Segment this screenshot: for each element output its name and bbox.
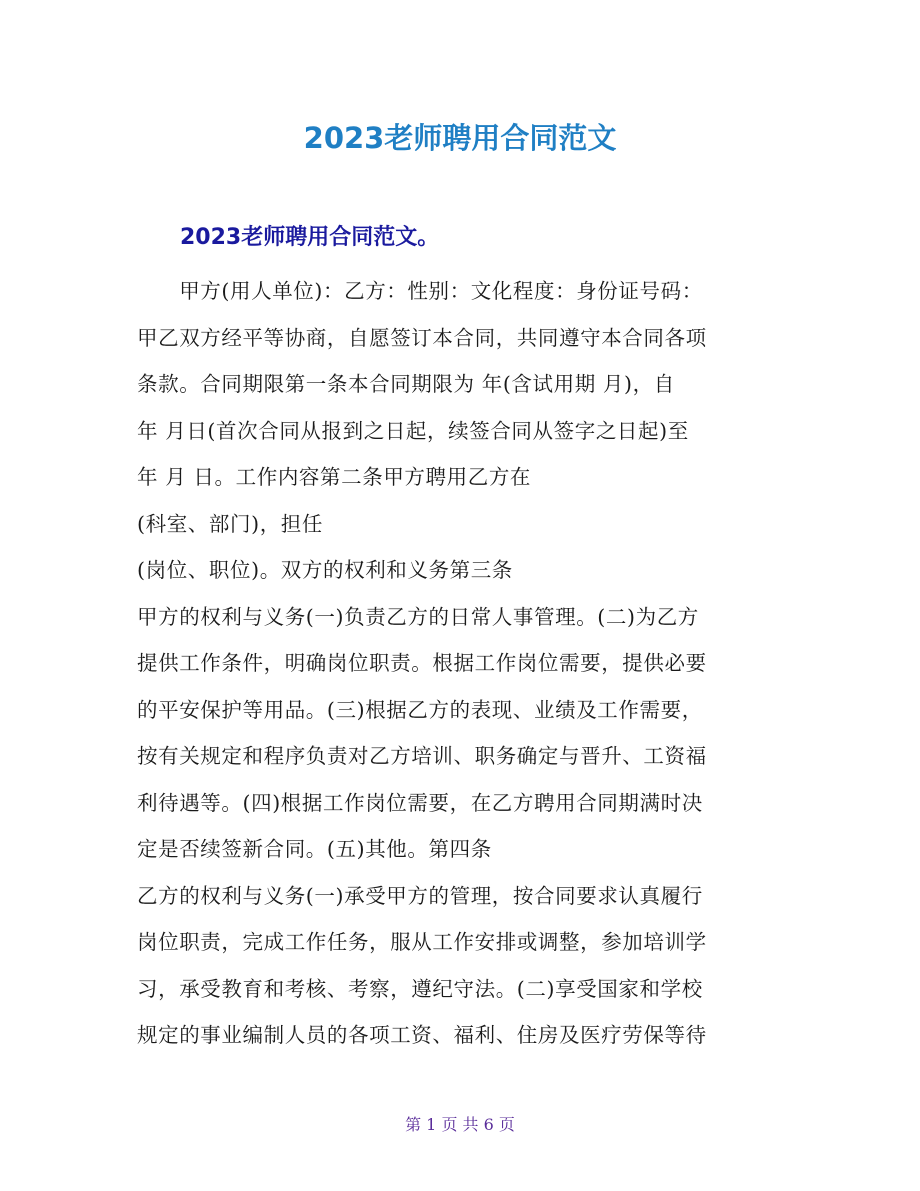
body-line: 年 月日(首次合同从报到之日起，续签合同从签字之日起)至 [137,418,689,443]
body-line: 利待遇等。(四)根据工作岗位需要，在乙方聘用合同期满时决 [137,790,703,815]
body-line: 提供工作条件，明确岗位职责。根据工作岗位需要，提供必要 [137,651,707,675]
subtitle-heading: 2023老师聘用合同范文。 [180,225,440,250]
body-text [137,268,787,1059]
body-line: 定是否续签新合同。(五)其他。第四条 [137,837,492,861]
page-title: 2023老师聘用合同范文 [303,121,617,155]
body-line: 甲方的权利与义务(一)负责乙方的日常人事管理。(二)为乙方 [137,604,699,629]
body-line: 的平安保护等用品。(三)根据乙方的表现、业绩及工作需要， [137,697,703,722]
body-line: 按有关规定和程序负责对乙方培训、职务确定与晋升、工资福 [137,744,707,768]
body-line: 条款。合同期限第一条本合同期限为 年(含试用期 月)，自 [137,372,675,396]
body-line: (科室、部门)，担任 [137,511,323,536]
body-line: 甲乙双方经平等协商，自愿签订本合同，共同遵守本合同各项 [137,325,707,350]
body-line: (岗位、职位)。双方的权利和义务第三条 [137,558,513,582]
body-line: 乙方的权利与义务(一)承受甲方的管理，按合同要求认真履行 [137,883,703,908]
body-line: 年 月 日。工作内容第二条甲方聘用乙方在 [137,465,532,489]
body-line: 岗位职责，完成工作任务，服从工作安排或调整，参加培训学 [137,930,707,954]
page-footer: 第 1 页 共 6 页 [405,1115,515,1134]
body-line: 规定的事业编制人员的各项工资、福利、住房及医疗劳保等待 [137,1023,707,1047]
body-line: 习，承受教育和考核、考察，遵纪守法。(二)享受国家和学校 [137,976,703,1001]
body-line: 甲方(用人单位)：乙方：性别：文化程度：身份证号码： [137,279,703,303]
